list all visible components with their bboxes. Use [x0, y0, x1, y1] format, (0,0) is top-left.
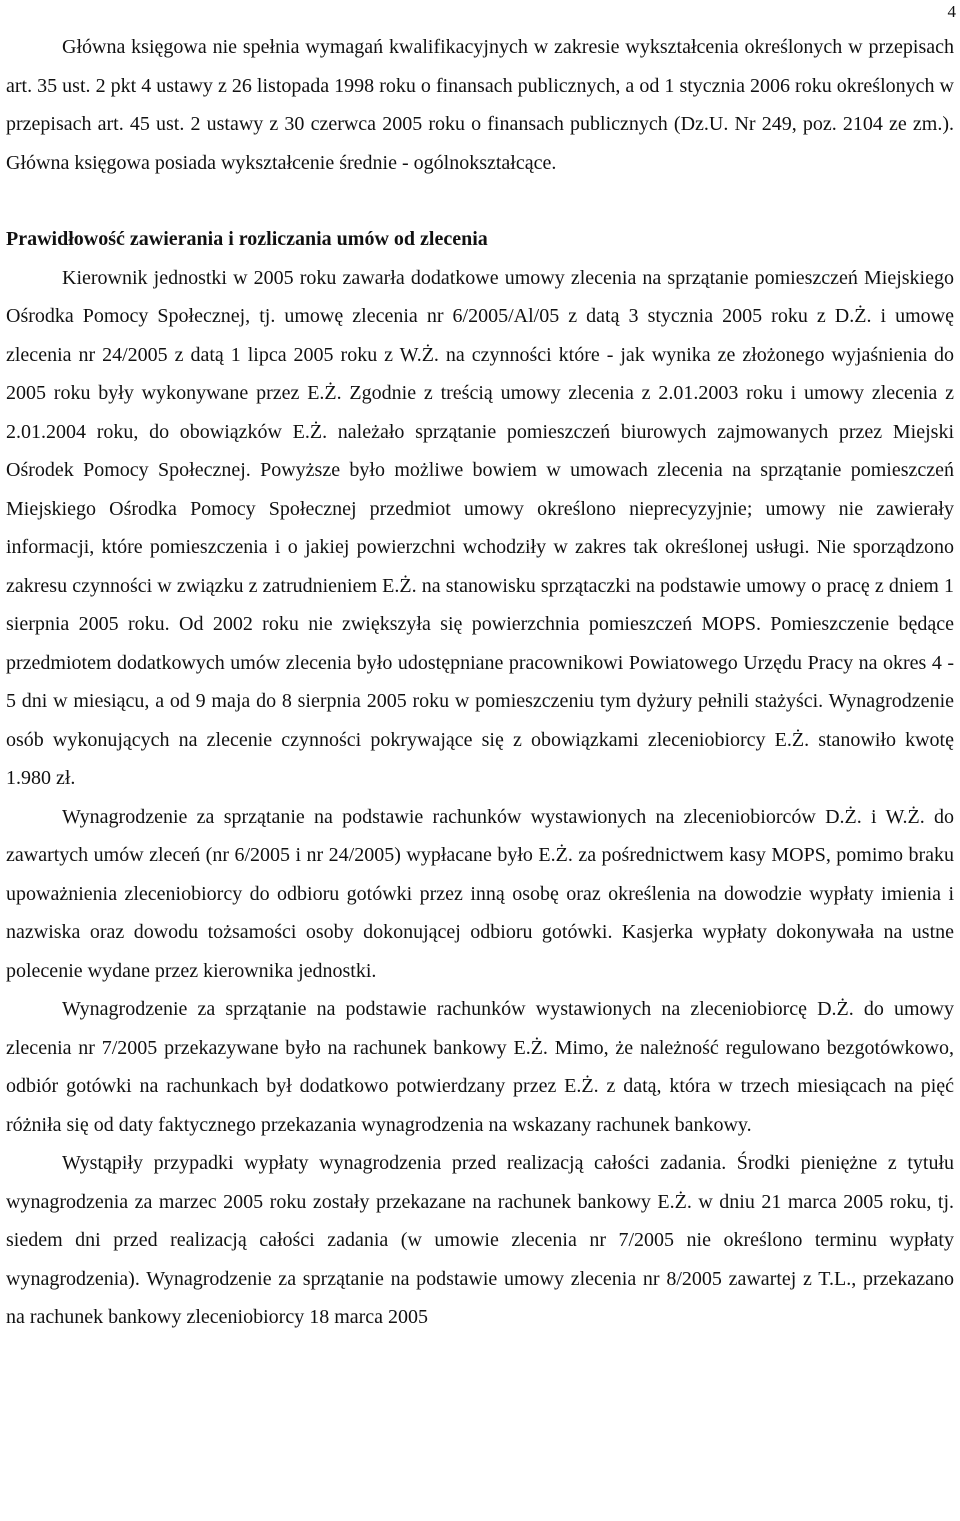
paragraph-payment-bank: Wynagrodzenie za sprzątanie na podstawie rachunków wystawionych na zleceniobiorcę D.Ż. do umowy zlecenia nr 7/2005 przekazywane było na rachunek bankowy E.Ż. Mimo, że należność regulowano bezgotówkowo, odbiór gotówki na rachunkach był dodatkowo potwierdzany przez E.Ż. z datą, która w trzech miesiącach na pięć różniła się od daty faktycznego przekazania wynagrodzenia na wskazany rachunek bankowy.: [6, 998, 954, 1136]
paragraph-contracts: Kierownik jednostki w 2005 roku zawarła dodatkowe umowy zlecenia na sprzątanie pomieszczeń Miejskiego Ośrodka Pomocy Społecznej, tj. umowę zlecenia nr 6/2005/Al/05 z datą 3 stycznia 2005 roku z D.Ż. i umowę zlecenia nr 24/2005 z datą 1 lipca 2005 roku z W.Ż. na czynności które - jak wynika ze złożonego wyjaśnienia do 2005 roku były wykonywane przez E.Ż. Zgodnie z treścią umowy zlecenia z 2.01.2003 roku i umowy zlecenia z 2.01.2004 roku, do obowiązków E.Ż. należało sprzątanie pomieszczeń biurowych zajmowanych przez Miejski Ośrodek Pomocy Społecznej. Powyższe było możliwe bowiem w umowach zlecenia na sprzątanie pomieszczeń Miejskiego Ośrodka Pomocy Społecznej przedmiot umowy określono nieprecyzyjnie; umowy nie zawierały informacji, które pomieszczenia i o jakiej powierzchni wchodziły w zakres tak określonej usługi. Nie sporządzono zakresu czynności w związku z zatrudnieniem E.Ż. na stanowisku sprzątaczki na podstawie umowy o pracę z dniem 1 sierpnia 2005 roku. Od 2002 roku nie zwiększyła się powierzchnia pomieszczeń MOPS. Pomieszczenie będące przedmiotem dodatkowych umów zlecenia było udostępniane pracownikowi Powiatowego Urzędu Pracy na okres 4 - 5 dni w miesiącu, a od 9 maja do 8 sierpnia 2005 roku w pomieszczeniu tym dyżury pełnili stażyści. Wynagrodzenie osób wykonujących na zlecenie czynności pokrywające się z obowiązkami zleceniobiorcy E.Ż. stanowiło kwotę 1.980 zł.: [6, 266, 954, 789]
paragraph-qualifications: Główna księgowa nie spełnia wymagań kwalifikacyjnych w zakresie wykształcenia określonych w przepisach art. 35 ust. 2 pkt 4 ustawy z 26 listopada 1998 roku o finansach publicznych, a od 1 stycznia 2006 roku określonych w przepisach art. 45 ust. 2 ustawy z 30 czerwca 2005 roku o finansach publicznych (Dz.U. Nr 249, poz. 2104 ze zm.). Główna księgowa posiada wykształcenie średnie - ogólnokształcące.: [6, 36, 954, 174]
paragraph-advance-payment: Wystąpiły przypadki wypłaty wynagrodzenia przed realizacją całości zadania. Środki pieniężne z tytułu wynagrodzenia za marzec 2005 roku zostały przekazane na rachunek bankowy E.Ż. w dniu 21 marca 2005 roku, tj. siedem dni przed realizacją całości zadania (w umowie zlecenia nr 7/2005 nie określono terminu wypłaty wynagrodzenia). Wynagrodzenie za sprzątanie na podstawie umowy zlecenia nr 8/2005 zawartej z T.L., przekazano na rachunek bankowy zleceniobiorcy 18 marca 2005: [6, 1152, 954, 1328]
paragraph-payment-cash: Wynagrodzenie za sprzątanie na podstawie rachunków wystawionych na zleceniobiorców D.Ż. i W.Ż. do zawartych umów zleceń (nr 6/2005 i nr 24/2005) wypłacane było E.Ż. za pośrednictwem kasy MOPS, pomimo braku upoważnienia zleceniobiorcy do odbioru gotówki przez inną osobę oraz określenia na dowodzie wypłaty imienia i nazwiska oraz dowodu tożsamości osoby dokonującej odbioru gotówki. Kasjerka wypłaty dokonywała na ustne polecenie wydane przez kierownika jednostki.: [6, 805, 954, 982]
section-heading: Prawidłowość zawierania i rozliczania umów od zlecenia: [6, 228, 488, 250]
document-body: [6, 28, 954, 1337]
page-number: 4: [947, 2, 956, 21]
